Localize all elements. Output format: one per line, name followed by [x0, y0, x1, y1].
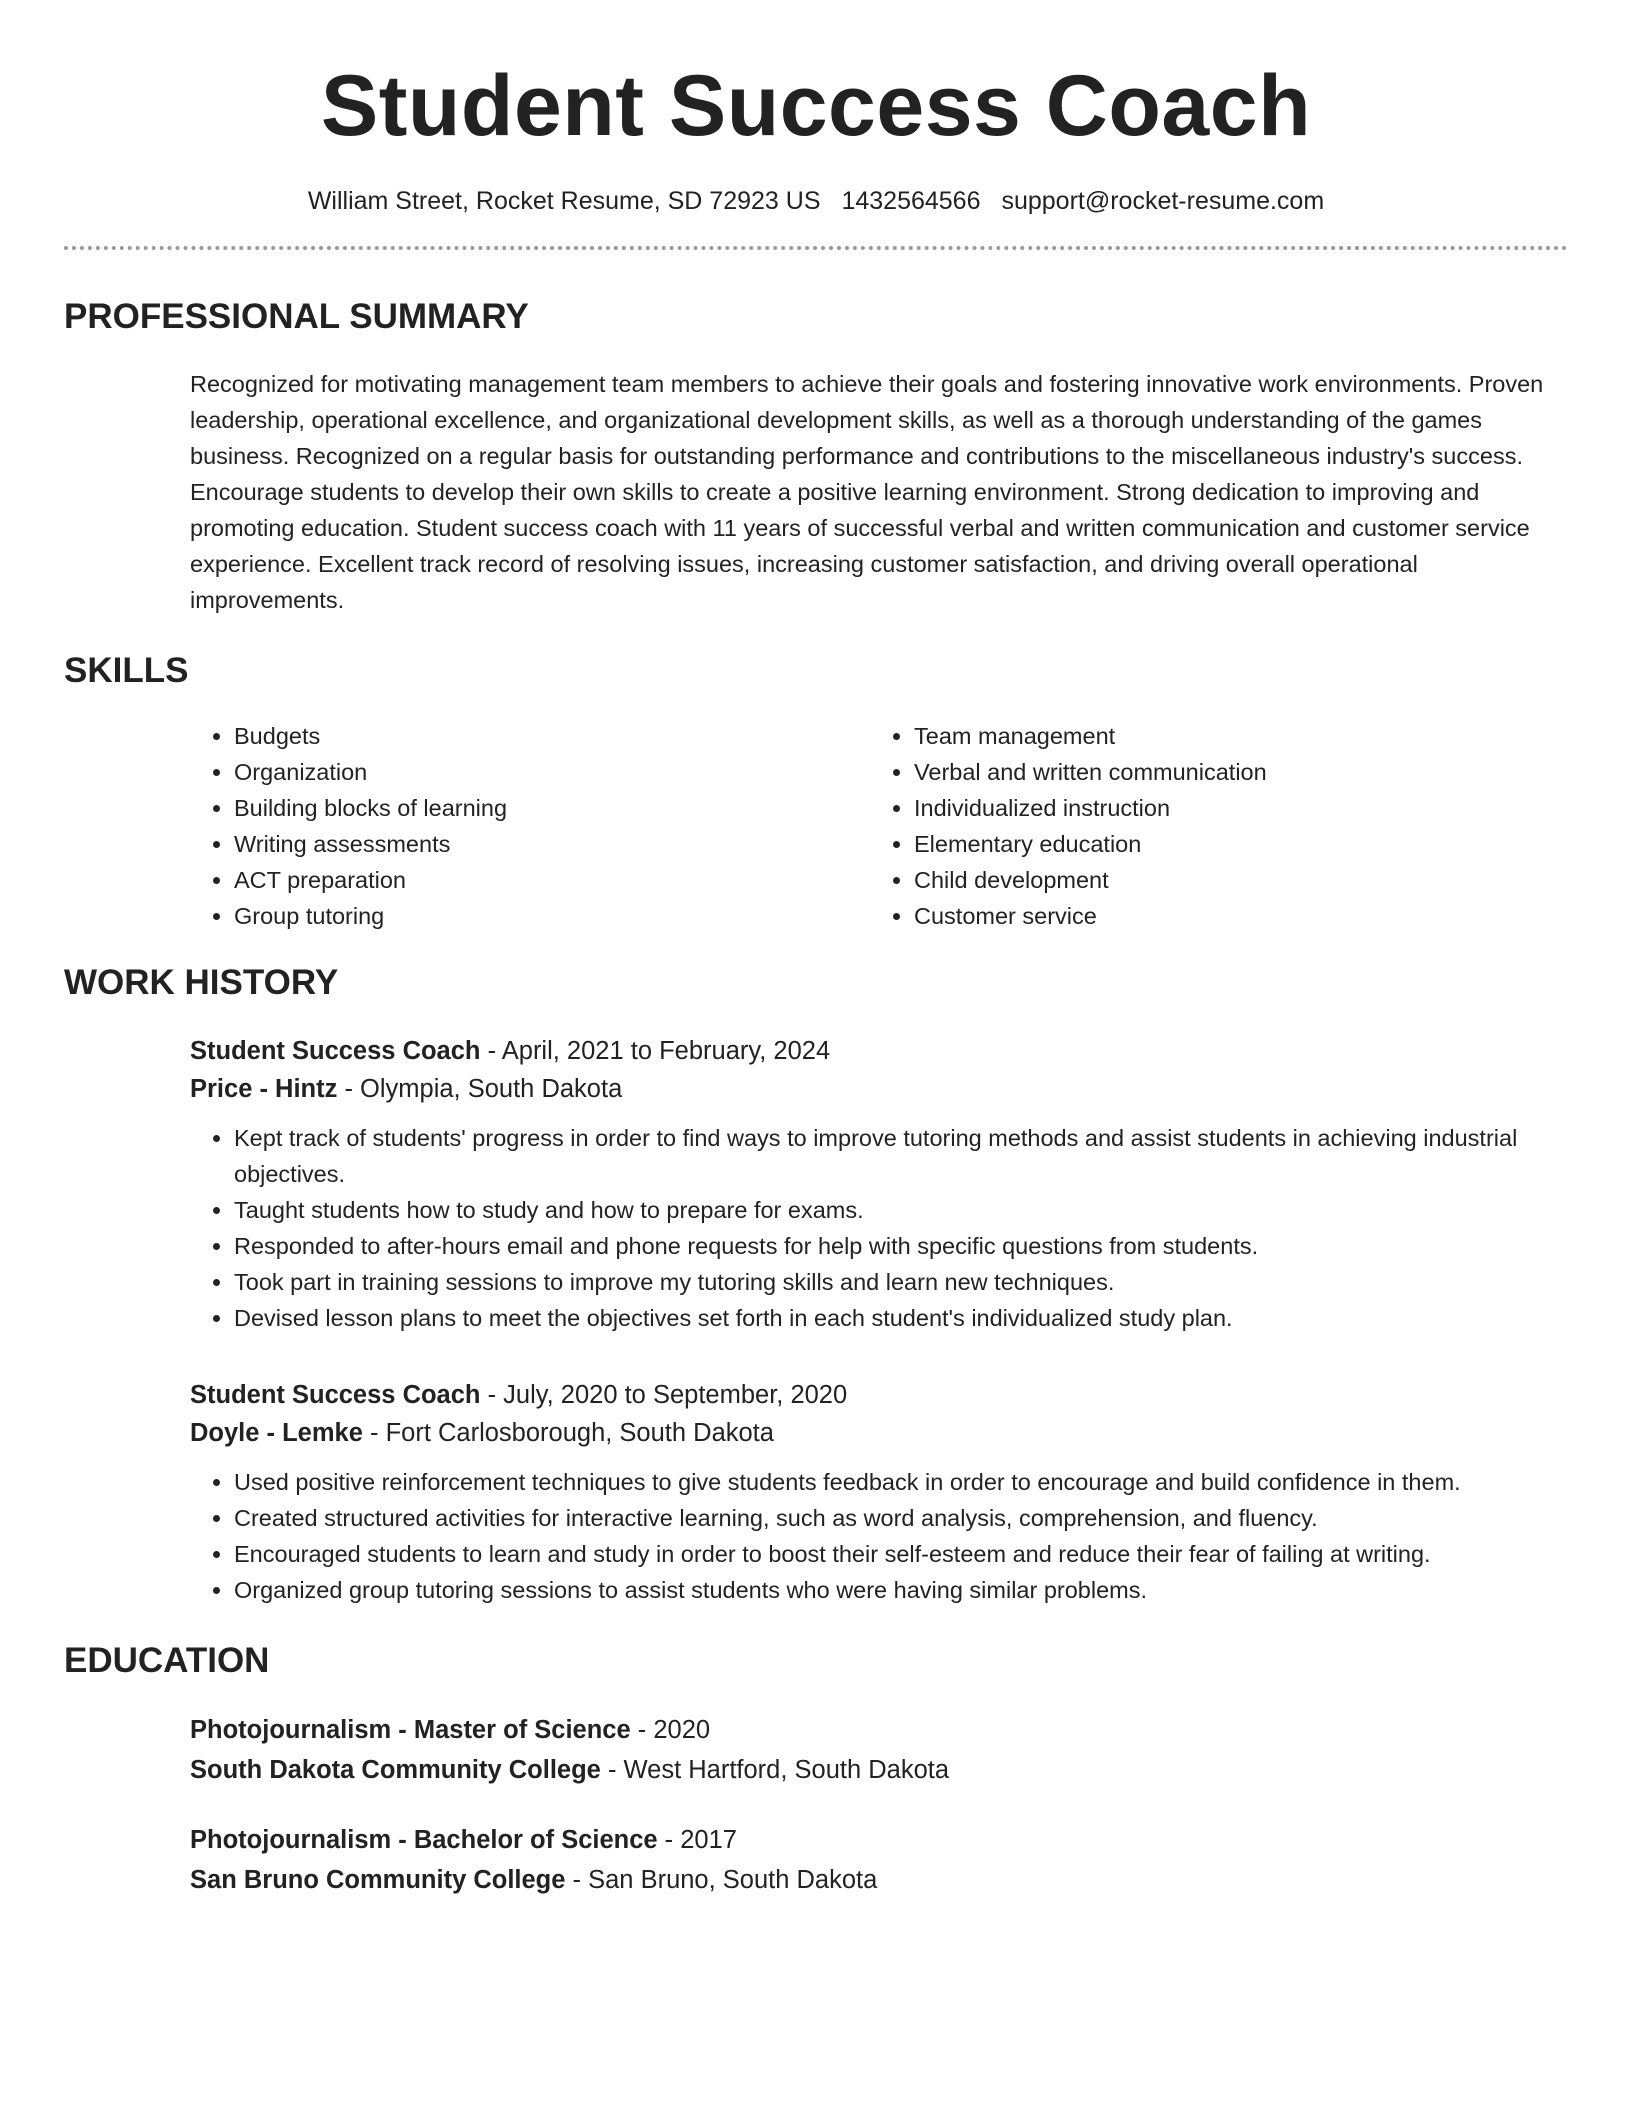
job-bullets [190, 1120, 1568, 1336]
education-degree-line [190, 1820, 1568, 1860]
education-school: San Bruno Community College [190, 1866, 566, 1894]
job-entry [190, 1032, 1568, 1336]
job-bullet: • Taught students how to study and how to prepare for exams. [234, 1192, 1568, 1228]
education-year: - 2020 [630, 1716, 711, 1744]
job-bullet: • Responded to after-hours email and phone requests for help with specific questions from students. [234, 1228, 1568, 1264]
skills-column-left [190, 718, 870, 934]
skills-list [64, 718, 1568, 934]
skill-item: • Individualized instruction [914, 790, 1267, 826]
job-bullet: • Devised lesson plans to meet the objectives set forth in each student's individualized study plan. [234, 1300, 1568, 1336]
job-location: - Olympia, South Dakota [337, 1075, 623, 1103]
education-degree-line [190, 1710, 1568, 1750]
education-location: - West Hartford, South Dakota [600, 1756, 950, 1784]
skill-item: • Elementary education [914, 826, 1267, 862]
education-school-line [190, 1860, 1568, 1900]
job-role: Student Success Coach [190, 1381, 481, 1409]
job-bullet: • Organized group tutoring sessions to assist students who were having similar problems. [234, 1572, 1568, 1608]
contact-address: William Street, Rocket Resume, SD 72923 US [307, 187, 821, 215]
skill-item: • Group tutoring [234, 898, 870, 934]
resume-name: Student Success Coach [320, 58, 1312, 154]
skill-item: • Child development [914, 862, 1267, 898]
job-title-line [190, 1032, 1568, 1070]
education-degree: Photojournalism - Bachelor of Science [190, 1826, 658, 1854]
job-bullet: • Encouraged students to learn and study in order to boost their self-esteem and reduce their fear of failing at writing. [234, 1536, 1568, 1572]
education-school-line [190, 1750, 1568, 1790]
job-title-line [190, 1376, 1568, 1414]
skills-column-right [870, 718, 1267, 934]
work-history-heading: WORK HISTORY [64, 963, 339, 1002]
education-year: - 2017 [657, 1826, 737, 1854]
skill-item: • Budgets [234, 718, 870, 754]
contact-email: support@rocket-resume.com [1001, 187, 1325, 215]
education-entry [190, 1820, 1568, 1900]
skill-item: • Customer service [914, 898, 1267, 934]
header-divider [64, 246, 1568, 250]
education-heading: EDUCATION [64, 1641, 270, 1680]
skill-item: • Verbal and written communication [914, 754, 1267, 790]
job-location: - Fort Carlosborough, South Dakota [362, 1419, 774, 1447]
contact-line [64, 186, 1568, 216]
skill-item: • ACT preparation [234, 862, 870, 898]
skill-item: • Organization [234, 754, 870, 790]
job-bullet: • Created structured activities for interactive learning, such as word analysis, comprehension, and fluency. [234, 1500, 1568, 1536]
summary-text: Recognized for motivating management team members to achieve their goals and fostering innovative work environments. Proven leadership, operational excellence, and organizational development skills, as well as a thorough understanding of the games business. Recognized on a regular basis for outstanding performance and contributions to the miscellaneous industry's success. Encourage students to develop their own skills to create a positive learning environment. Strong dedication to improving and promoting education. Student success coach with 11 years of successful verbal and written communication and customer service experience. Excellent track record of resolving issues, increasing customer satisfaction, and driving overall operational improvements. [190, 371, 1544, 613]
education-school: South Dakota Community College [190, 1756, 601, 1784]
education-entry [190, 1710, 1568, 1790]
job-dates: - April, 2021 to February, 2024 [480, 1037, 831, 1065]
job-bullet: • Kept track of students' progress in order to find ways to improve tutoring methods and assist students in achieving industrial objectives. [234, 1120, 1568, 1192]
job-entry [190, 1376, 1568, 1608]
job-company: Doyle - Lemke [190, 1419, 363, 1447]
education-location: - San Bruno, South Dakota [565, 1866, 878, 1894]
skill-item: • Writing assessments [234, 826, 870, 862]
job-bullet: • Used positive reinforcement techniques to give students feedback in order to encourage and build confidence in them. [234, 1464, 1568, 1500]
job-company-line [190, 1070, 1568, 1108]
job-bullet: • Took part in training sessions to improve my tutoring skills and learn new techniques. [234, 1264, 1568, 1300]
skills-heading: SKILLS [64, 651, 189, 690]
job-company-line [190, 1414, 1568, 1452]
contact-phone: 1432564566 [841, 187, 981, 215]
skill-item: • Team management [914, 718, 1267, 754]
education-degree: Photojournalism - Master of Science [190, 1716, 631, 1744]
skill-item: • Building blocks of learning [234, 790, 870, 826]
job-company: Price - Hintz [190, 1075, 338, 1103]
job-dates: - July, 2020 to September, 2020 [480, 1381, 848, 1409]
job-role: Student Success Coach [190, 1037, 481, 1065]
job-bullets [190, 1464, 1568, 1608]
summary-heading: PROFESSIONAL SUMMARY [64, 297, 529, 336]
